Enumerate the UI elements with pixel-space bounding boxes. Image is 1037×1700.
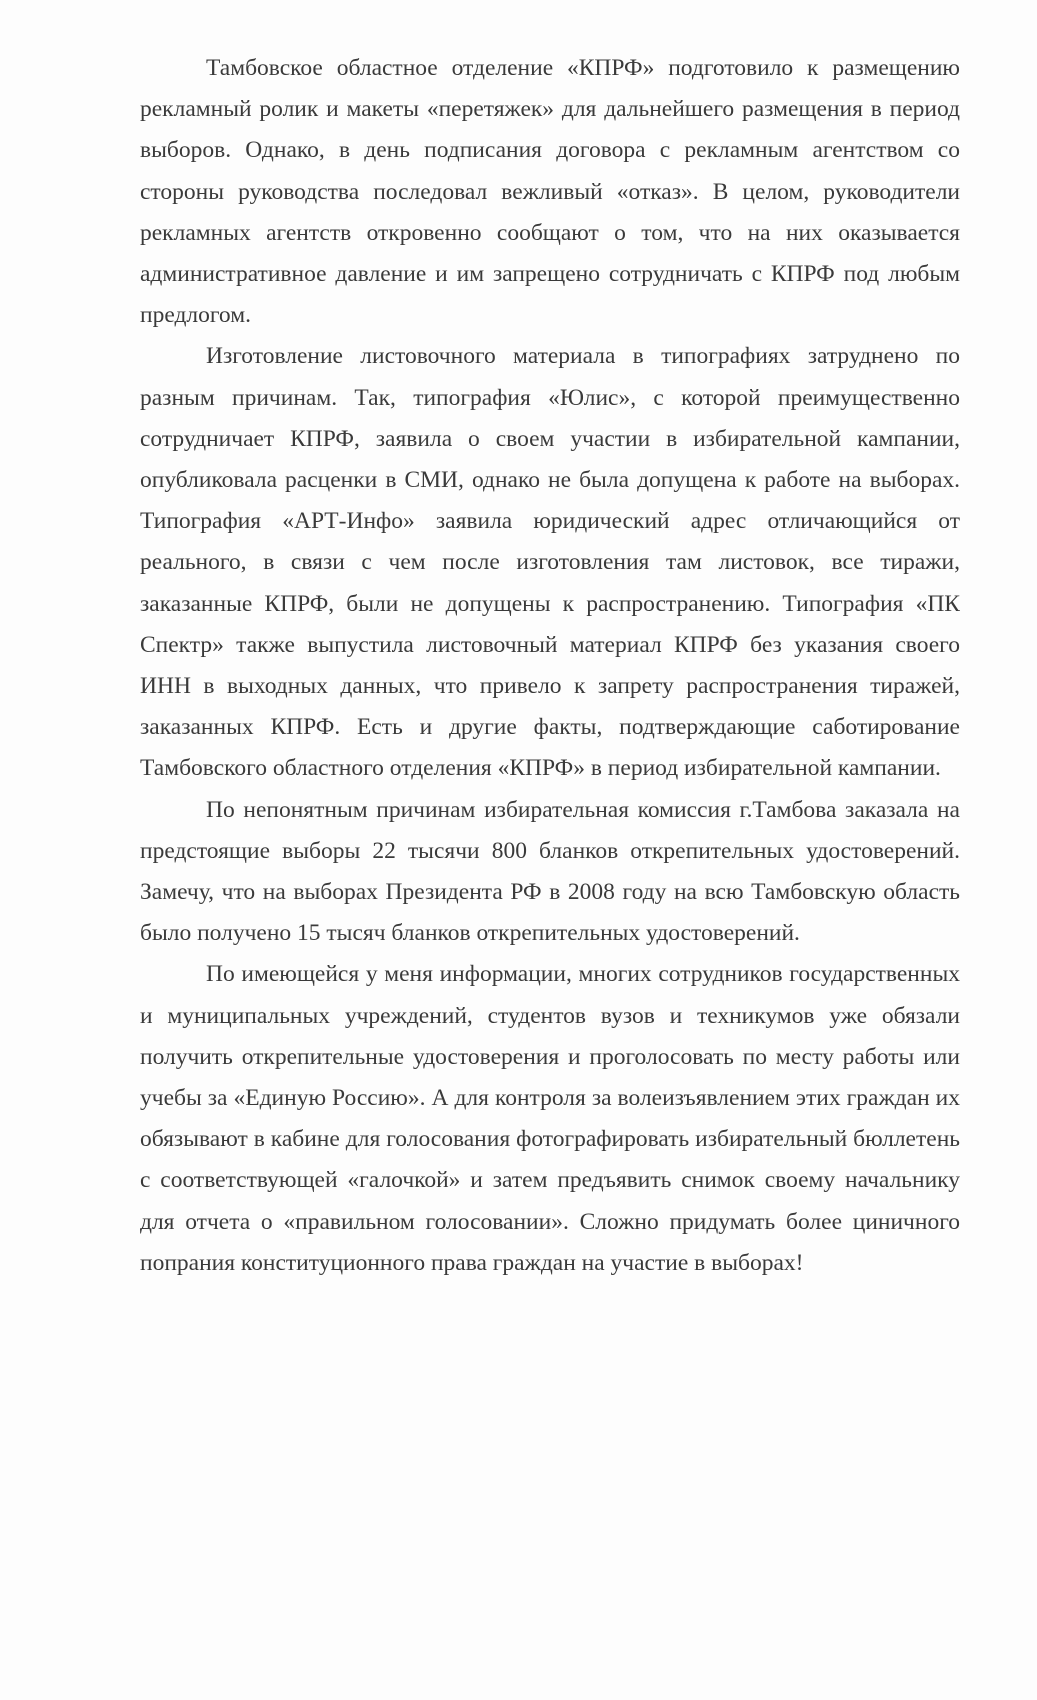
document-body xyxy=(140,48,960,1284)
paragraph-absentee-forms: По непонятным причинам избирательная комиссия г.Тамбова заказала на предстоящие выборы 22 тысячи 800 бланков открепительных удостоверений. Замечу, что на выборах Президента РФ в 2008 году на всю Тамбовскую область было получено 15 тысяч бланков открепительных удостоверений. xyxy=(140,796,960,947)
paragraph-printing: Изготовление листовочного материала в типографиях затруднено по разным причинам. Так, типография «Юлис», с которой преимущественно сотрудничает КПРФ, заявила о своем участии в избирательной кампании, опубликовала расценки в СМИ, однако не была допущена к работе на выборах. Типография «АРТ-Инфо» заявила юридический адрес отличающийся от реального, в связи с чем после изготовления там листовок, все тиражи, заказанные КПРФ, были не допущены к распространению. Типография «ПК Спектр» также выпустила листовочный материал КПРФ без указания своего ИНН в выходных данных, что привело к запрету распространения тиражей, заказанных КПРФ. Есть и другие факты, подтверждающие саботирование Тамбовского областного отделения «КПРФ» в период избирательной кампании. xyxy=(140,343,960,782)
paragraph-advertising: Тамбовское областное отделение «КПРФ» подготовило к размещению рекламный ролик и макеты «перетяжек» для дальнейшего размещения в период выборов. Однако, в день подписания договора с рекламным агентством со стороны руководства последовал вежливый «отказ». В целом, руководители рекламных агентств откровенно сообщают о том, что на них оказывается административное давление и им запрещено сотрудничать с КПРФ под любым предлогом. xyxy=(140,55,960,329)
paragraph-voting-pressure: По имеющейся у меня информации, многих сотрудников государственных и муниципальных учреждений, студентов вузов и техникумов уже обязали получить открепительные удостоверения и проголосовать по месту работы или учебы за «Единую Россию». А для контроля за волеизъявлением этих граждан их обязывают в кабине для голосования фотографировать избирательный бюллетень с соответствующей «галочкой» и затем предъявить снимок своему начальнику для отчета о «правильном голосовании». Сложно придумать более циничного попрания конституционного права граждан на участие в выборах! xyxy=(140,961,960,1276)
